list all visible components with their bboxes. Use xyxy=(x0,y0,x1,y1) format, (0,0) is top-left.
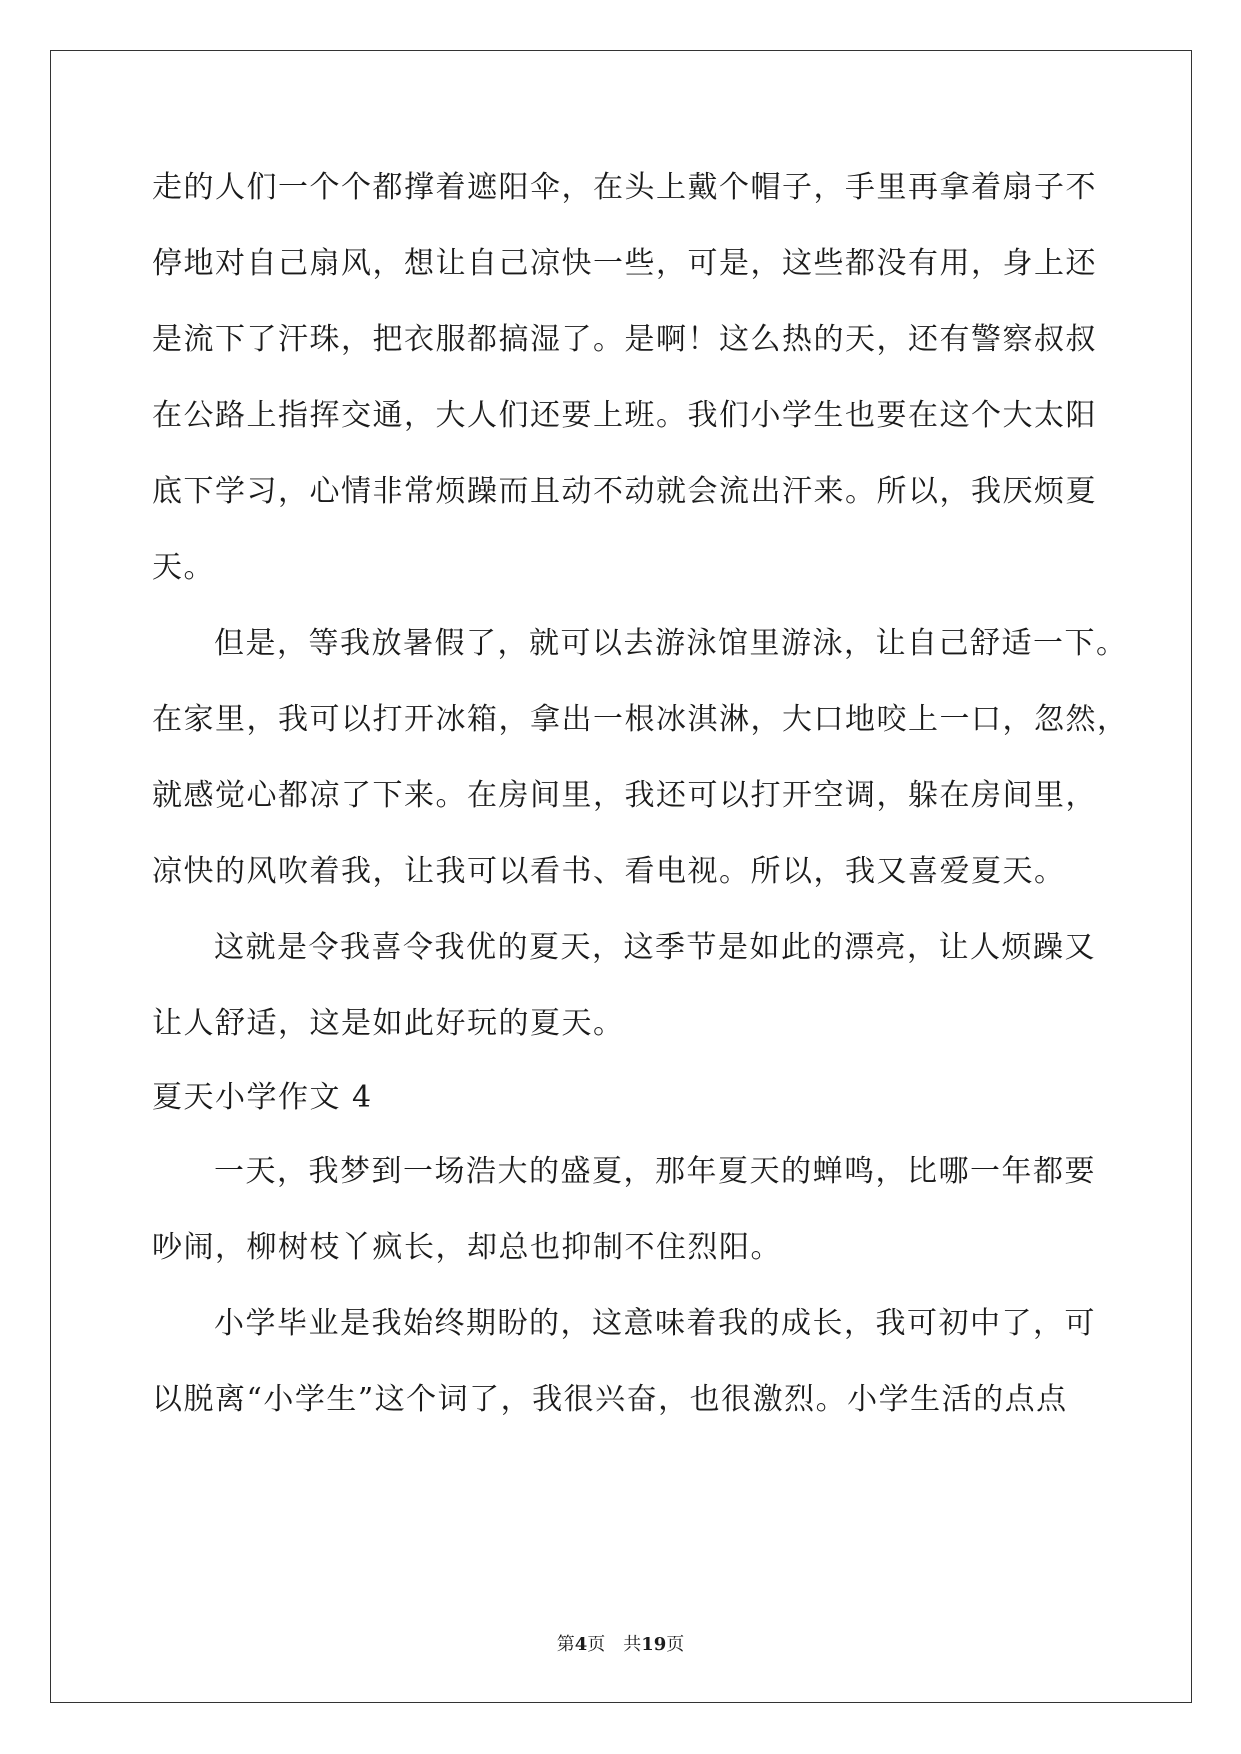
paragraph-line: 停地对自己扇风，想让自己凉快一些，可是，这些都没有用，身上还 xyxy=(152,246,1097,281)
total-page-count: 19 xyxy=(641,1634,667,1655)
paragraph-line: 但是，等我放暑假了，就可以去游泳馆里游泳，让自己舒适一下。 xyxy=(214,626,1128,661)
footer-suffix: 页 xyxy=(666,1634,685,1655)
paragraph-line: 天。 xyxy=(152,550,215,585)
paragraph-line: 这就是令我喜令我优的夏天，这季节是如此的漂亮，让人烦躁又 xyxy=(214,930,1096,965)
current-page-number: 4 xyxy=(574,1634,588,1655)
paragraph-line: 走的人们一个个都撑着遮阳伞，在头上戴个帽子，手里再拿着扇子不 xyxy=(152,170,1097,205)
paragraph-line: 吵闹，柳树枝丫疯长，却总也抑制不住烈阳。 xyxy=(152,1230,782,1265)
paragraph-line: 小学毕业是我始终期盼的，这意味着我的成长，我可初中了，可 xyxy=(214,1306,1096,1341)
section-heading: 夏天小学作文 4 xyxy=(152,1080,373,1115)
paragraph-line: 一天，我梦到一场浩大的盛夏，那年夏天的蝉鸣，比哪一年都要 xyxy=(214,1154,1096,1189)
page-footer xyxy=(0,1633,1241,1657)
paragraph-line: 凉快的风吹着我，让我可以看书、看电视。所以，我又喜爱夏天。 xyxy=(152,854,1066,889)
paragraph-line: 在家里，我可以打开冰箱，拿出一根冰淇淋，大口地咬上一口，忽然， xyxy=(152,702,1129,737)
paragraph-line: 底下学习，心情非常烦躁而且动不动就会流出汗来。所以，我厌烦夏 xyxy=(152,474,1097,509)
footer-mid: 页 共 xyxy=(587,1634,642,1655)
paragraph-line: 是流下了汗珠，把衣服都搞湿了。是啊！这么热的天，还有警察叔叔 xyxy=(152,322,1097,357)
paragraph-line: 就感觉心都凉了下来。在房间里，我还可以打开空调，躲在房间里， xyxy=(152,778,1097,813)
paragraph-line: 在公路上指挥交通，大人们还要上班。我们小学生也要在这个大太阳 xyxy=(152,398,1097,433)
footer-prefix: 第 xyxy=(556,1634,575,1655)
paragraph-line: 以脱离“小学生”这个词了，我很兴奋，也很激烈。小学生活的点点 xyxy=(152,1382,1068,1417)
paragraph-line: 让人舒适，这是如此好玩的夏天。 xyxy=(152,1006,625,1041)
